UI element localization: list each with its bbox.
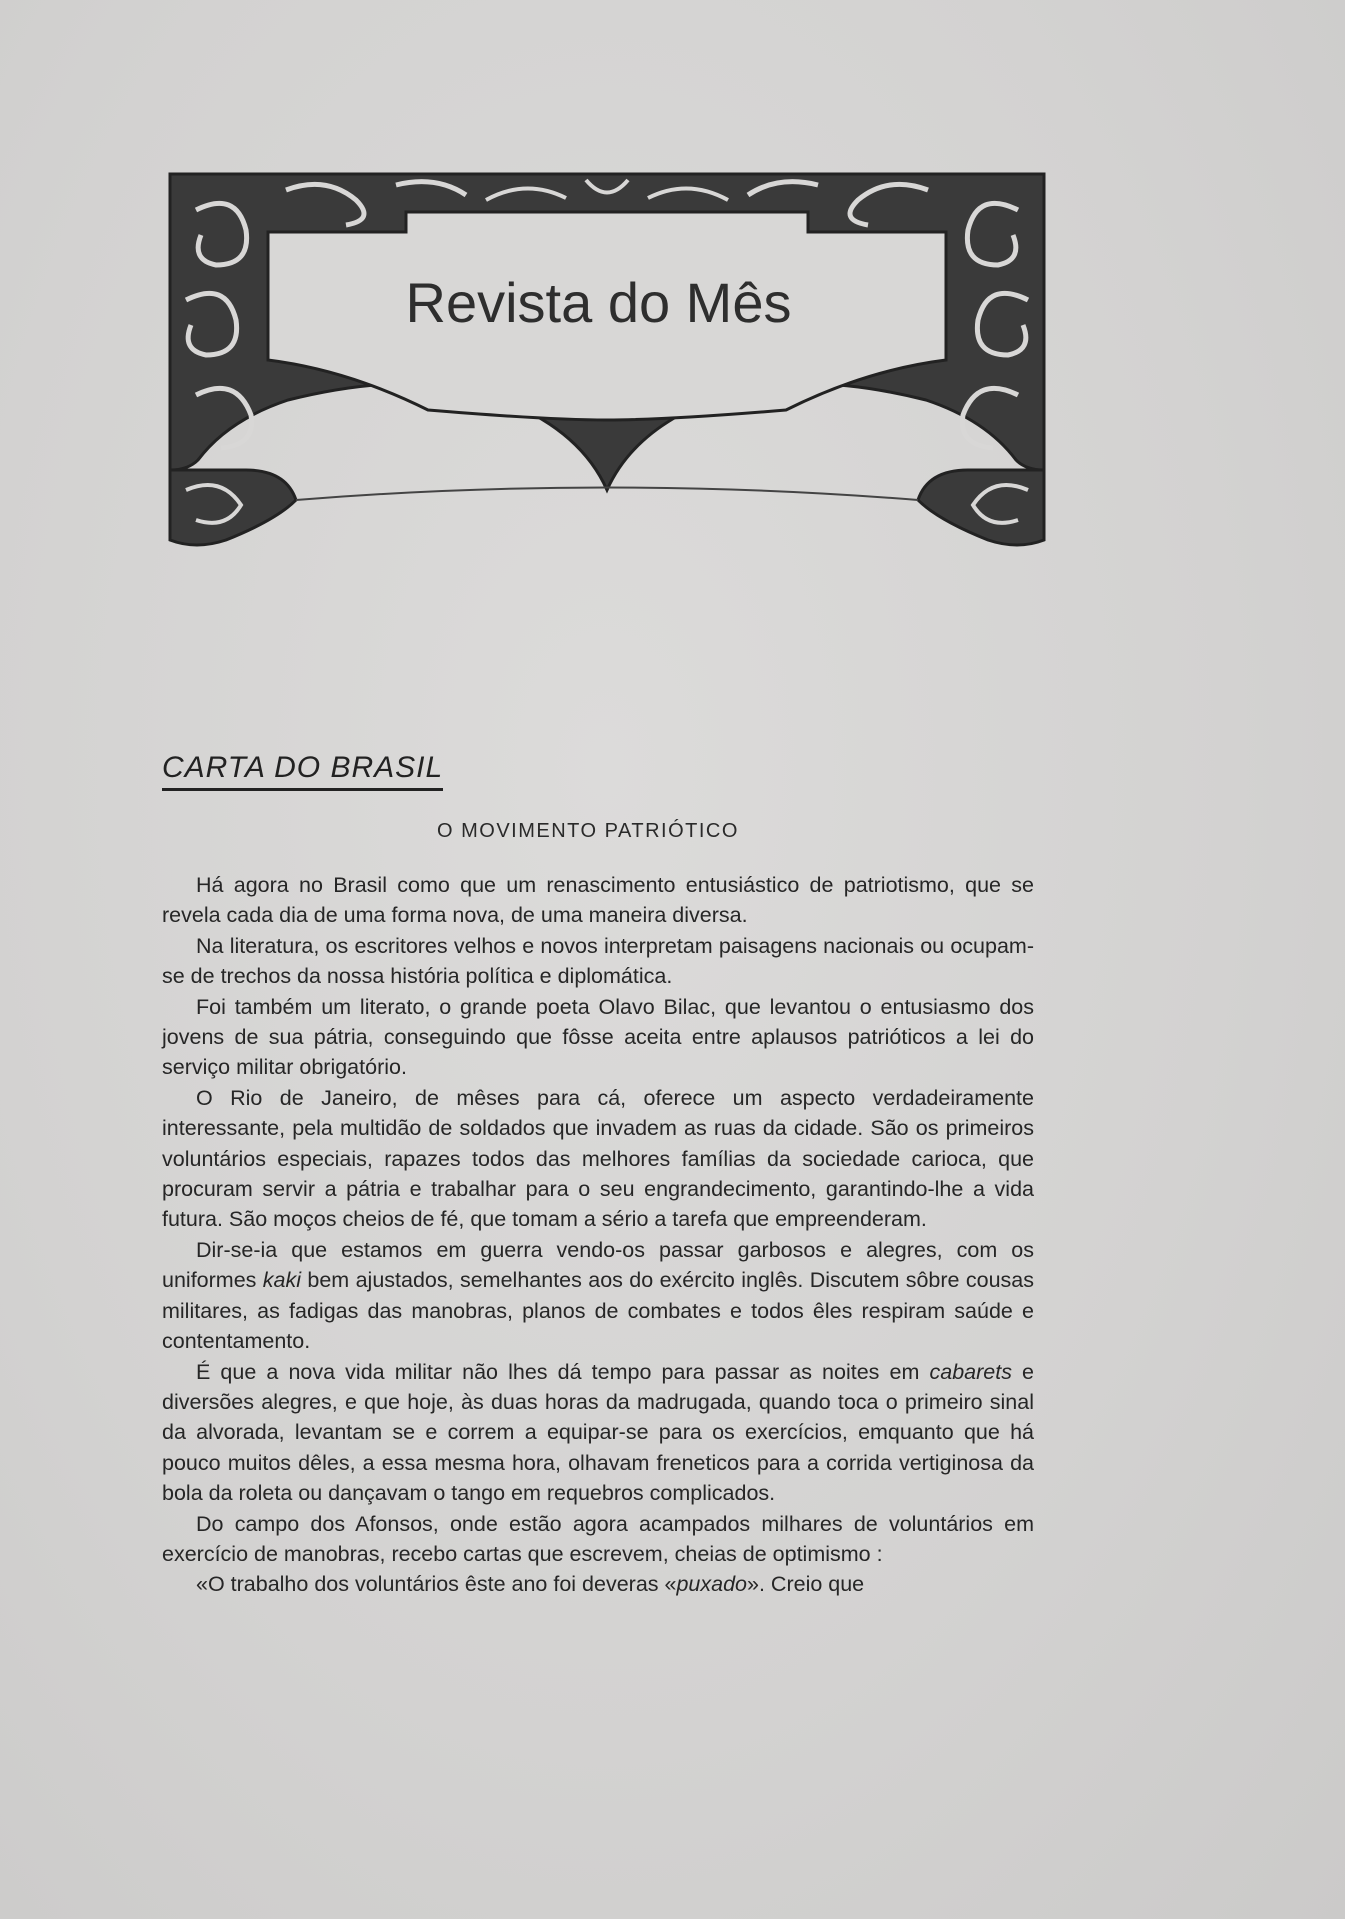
paragraph-text: «O trabalho dos voluntários êste ano foi deveras «	[196, 1572, 677, 1597]
paragraph	[162, 1235, 1034, 1357]
paragraph	[162, 1083, 1034, 1235]
header-ornament	[166, 170, 1048, 570]
italic-term: cabarets	[929, 1359, 1012, 1384]
paragraph-text: Na literatura, os escritores velhos e novos interpretam paisagens nacionais ou ocupam-se de trechos da nossa história política e diplomática.	[162, 933, 1034, 989]
paragraph-text: e diversões alegres, e que hoje, às duas horas da madrugada, quando toca o primeiro sinal da alvorada, levantam se e correm a equipar-se para os exercícios, emquanto que há pouco muitos dêles, a essa mesma hora, olhavam freneticos para a corrida vertiginosa da bola da roleta ou dançavam o tango em requebros complicados.	[162, 1359, 1035, 1506]
ornamental-frame-icon	[166, 170, 1048, 570]
paragraph-text: É que a nova vida militar não lhes dá tempo para passar as noites em	[196, 1359, 930, 1384]
paragraph	[162, 992, 1034, 1083]
paragraph-text: Foi também um literato, o grande poeta Olavo Bilac, que levantou o entusiasmo dos jovens de sua pátria, conseguindo que fôsse aceita entre aplausos patrióticos a lei do serviço militar obrigatório.	[162, 994, 1034, 1080]
article-body	[162, 870, 1034, 1600]
paragraph	[162, 1569, 1034, 1599]
paragraph-text: Dir-se-ia que estamos em guerra vendo-os passar garbosos e alegres, com os uniformes	[162, 1237, 1034, 1293]
italic-term: puxado	[676, 1572, 748, 1597]
paragraph	[162, 870, 1034, 931]
page-header-title: Revista do Mês	[405, 271, 792, 334]
paragraph-text: Há agora no Brasil como que um renascimento entusiástico de patriotismo, que se revela cada dia de uma forma nova, de uma maneira diversa.	[162, 873, 1034, 928]
paragraph	[162, 1357, 1034, 1509]
paragraph-text: O Rio de Janeiro, de mêses para cá, oferece um aspecto verdadeiramente interessante, pela multidão de soldados que invadem as ruas da cidade. São os primeiros voluntários especiais, rapazes todos das melhores famílias da sociedade carioca, que procuram servir a pátria e trabalhar para o seu engrandecimento, garantindo-lhe a vida futura. São moços cheios de fé, que tomam a sério a tarefa que empreenderam.	[162, 1085, 1034, 1232]
paragraph-text: ». Creio que	[747, 1572, 865, 1597]
paragraph	[162, 931, 1034, 992]
paragraph-text: bem ajustados, semelhantes aos do exército inglês. Discutem sôbre cousas militares, as fadigas das manobras, planos de combates e todos êles respiram saúde e contentamento.	[162, 1268, 1035, 1354]
article-subtitle: O MOVIMENTO PATRIÓTICO	[437, 820, 739, 842]
paragraph-text: Do campo dos Afonsos, onde estão agora acampados milhares de voluntários em exercício de manobras, recebo cartas que escrevem, cheias de optimismo :	[162, 1511, 1034, 1566]
section-title: CARTA DO BRASIL	[162, 750, 443, 791]
italic-term: kaki	[262, 1268, 302, 1293]
paragraph	[162, 1509, 1034, 1570]
